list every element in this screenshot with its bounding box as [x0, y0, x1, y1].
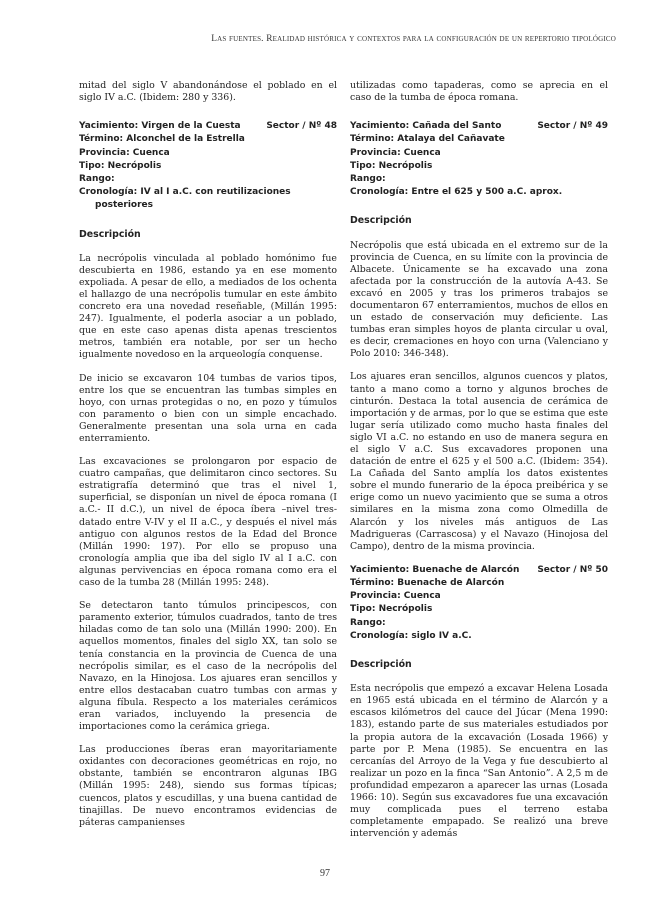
record-sector: Sector / Nº 48: [266, 121, 337, 132]
record-cronologia: Cronología: Entre el 625 y 500 a.C. aprox.: [350, 187, 563, 198]
body-paragraph: Esta necrópolis que empezó a excavar Helena Losada en 1965 está ubicada en el término de Alarcón y a escasos kilómetros del cauce del Júcar (Mena 1990: 183), estando parte de sus materiales estudiados por la propia autora de la excavación (Losada 1966) y parte por P. Mena (1985). Se encuentra en las cercanías del Arroyo de la Vega y fue descubierto al realizar un pozo en la finca “San Antonio”. A 2,5 m de profundidad empezaron a aparecer las urnas (Losada 1966: 10). Según sus excavadores fue una excavación muy complicada pues el terreno estaba completamente empapado. Se realizó una breve intervención y además: [350, 683, 608, 840]
site-record-48: [79, 120, 337, 212]
record-rango: Rango:: [350, 174, 386, 184]
running-header: Las fuentes. Realidad histórica y contextos para la configuración de un repertorio tipológico: [211, 34, 616, 44]
section-heading: Descripción: [350, 215, 412, 227]
record-site: Yacimiento: Cañada del Santo: [350, 121, 502, 132]
page-number: 97: [320, 868, 330, 879]
record-termino: Término: Atalaya del Cañavate: [350, 134, 505, 145]
section-heading: Descripción: [79, 228, 141, 240]
body-paragraph: Necrópolis que está ubicada en el extremo sur de la provincia de Cuenca, en su límite con la provincia de Albacete. Únicamente se ha excavado una zona afectada por la construcción de la autovía A-43. Se excavó en 2005 y tras los primeros trabajos se documentaron 67 enterramientos, muchos de ellos en un estado de conservación muy deficiente. Las tumbas eran simples hoyos de planta circular u oval, es decir, cremaciones en hoyo con urna (Valenciano y Polo 2010: 346-348).: [350, 239, 608, 360]
record-sector: Sector / Nº 49: [537, 121, 608, 132]
intro-paragraph: mitad del siglo V abandonándose el poblado en el siglo IV a.C. (Ibidem: 280 y 336).: [79, 80, 337, 104]
record-termino: Término: Alconchel de la Estrella: [79, 134, 245, 145]
left-column: [79, 80, 337, 829]
body-paragraph: Los ajuares eran sencillos, algunos cuencos y platos, tanto a mano como a torno y algunos broches de cinturón. Destaca la total ausencia de cerámica de importación y de armas, por lo que se estima que este lugar sería utilizado como mucho hasta finales del siglo VI a.C. no estando en uso de manera segura en el siglo V a.C. Sus excavadores proponen una datación de entre el 625 y el 500 a.C. (Ibidem: 354). La Cañada del Santo amplía los datos existentes sobre el mundo funerario de la época preibérica y se erige como un nuevo yacimiento que se suma a otros similares en la misma zona como Olmedilla de Alarcón y los niveles más antiguos de Las Madrigueras (Carrascosa) y el Navazo (Hinojosa del Campo), dentro de la misma provincia.: [350, 371, 608, 552]
record-tipo: Tipo: Necrópolis: [350, 604, 433, 615]
record-cronologia: Cronología: siglo IV a.C.: [350, 630, 472, 641]
intro-paragraph: utilizadas como tapaderas, como se aprecia en el caso de la tumba de época romana.: [350, 80, 608, 104]
record-title-row: [79, 120, 337, 133]
record-site: Yacimiento: Virgen de la Cuesta: [79, 121, 241, 132]
record-rango: Rango:: [350, 617, 386, 628]
record-site: Yacimiento: Buenache de Alarcón: [350, 564, 520, 575]
record-title-row: [350, 564, 608, 577]
body-paragraph: Se detectaron tanto túmulos principescos, con paramento exterior, túmulos cuadrados, tanto de tres hiladas como de tan solo una (Millán 1990: 200). En aquellos momentos, finales del siglo XX, tan solo se tenía constancia en la provincia de Cuenca de una necrópolis similar, es el caso de la necrópolis del Navazo, en la Hinojosa. Los ajuares eran sencillos y entre ellos destacaban cuatro tumbas con armas y alguna fíbula. Respecto a los materiales cerámicos eran variados, incluyendo la presencia de importaciones como la cerámica griega.: [79, 600, 337, 733]
record-termino: Término: Buenache de Alarcón: [350, 578, 505, 589]
record-cronologia: Cronología: IV al I a.C. con reutilizaciones: [79, 187, 291, 198]
record-provincia: Provincia: Cuenca: [350, 591, 441, 602]
record-tipo: Tipo: Necrópolis: [79, 160, 162, 171]
record-sector: Sector / Nº 50: [537, 564, 608, 575]
body-paragraph: La necrópolis vinculada al poblado homónimo fue descubierta en 1986, estando ya en ese momento expoliada. A pesar de ello, a mediados de los ochenta el hallazgo de una necrópolis tumular en este ámbito concreto era una novedad reseñable, (Millán 1995: 247). Igualmente, el poderla asociar a un poblado, que en este caso apenas dista apenas trescientos metros, también era notable, por ser un hecho igualmente novedoso en la arqueología conquense.: [79, 252, 337, 361]
site-record-50: [350, 564, 608, 643]
record-cronologia-cont: posteriores: [95, 200, 153, 211]
record-provincia: Provincia: Cuenca: [350, 147, 441, 158]
body-paragraph: Las excavaciones se prolongaron por espacio de cuatro campañas, que delimitaron cinco sectores. Su estratigrafía determinó que tras el nivel 1, superficial, se disponían un nivel de época romana (I a.C.- II d.C.), un nivel de época íbera –nivel tres- datado entre V-IV y el II a.C., y después el nivel más antiguo con algunos restos de la Edad del Bronce (Millán 1990: 197). Por ello se propuso una cronología amplia que iba del siglo IV al I a.C. con algunas pervivencias en época romana como era el caso de la tumba 28 (Millán 1995: 248).: [79, 456, 337, 589]
right-column: [350, 80, 608, 840]
record-rango: Rango:: [79, 174, 115, 184]
body-paragraph: De inicio se excavaron 104 tumbas de varios tipos, entre los que se encuentran las tumbas simples en hoyo, con urnas protegidas o no, en pozo y túmulos con paramento o bien con un simple encachado. Generalmente presentan una sola urna en cada enterramiento.: [79, 372, 337, 445]
record-title-row: [350, 120, 608, 133]
section-heading: Descripción: [350, 659, 412, 671]
body-paragraph: Las producciones íberas eran mayoritariamente oxidantes con decoraciones geométricas en rojo, no obstante, también se encontraron algunas IBG (Millán 1995: 248), siendo sus formas típicas; cuencos, platos y escudillas, y una buena cantidad de tinajillas. De nuevo encontramos evidencias de páteras campanienses: [79, 744, 337, 828]
record-provincia: Provincia: Cuenca: [79, 147, 170, 158]
record-tipo: Tipo: Necrópolis: [350, 160, 433, 171]
site-record-49: [350, 120, 608, 199]
